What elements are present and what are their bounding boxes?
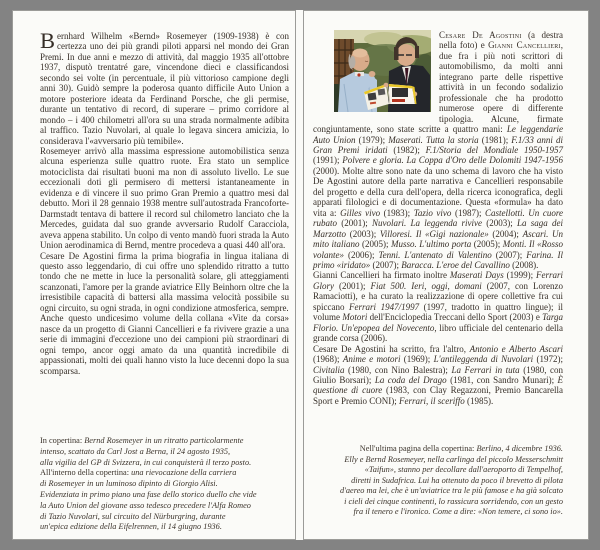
text-segment: B (40, 28, 56, 53)
flap-paragraph-authors (313, 30, 563, 270)
text-segment: Polvere e gloria. La Coppa d'Oro delle Dolomiti 1947-1956 (342, 155, 563, 166)
text-segment: alla vigilia del GP di Svizzera, in cui conquisterà il terzo posto. (40, 457, 252, 467)
flap-paragraph-bio-2 (40, 146, 289, 251)
text-segment: Castellotti. Un cuore rubato (313, 207, 563, 229)
text-segment: Gilles vivo (340, 207, 381, 218)
text-segment: Maserati. Tutta la storia (388, 134, 479, 145)
text-segment: di Tazio Nuvolari, sul circuito del Nürburgring, durante (40, 511, 226, 521)
text-segment: (2007); (370, 259, 402, 270)
text-segment: (1981); (478, 134, 512, 145)
text-segment: dell'Enciclopedia Treccani dello Sport (2003) e (367, 312, 543, 323)
text-segment: Civitalia (313, 364, 345, 375)
caption-line (313, 476, 563, 487)
text-segment: Tazio vivo (413, 207, 452, 218)
text-segment: (1982); (387, 144, 426, 155)
caption-line (40, 468, 289, 479)
text-segment: Anche questo undicesimo volume della collana «Vite da corsa» nasce da un progetto di Gianni Cancellieri e fa rivivere grazie a una serie di immagini d'eccezione uno dei campioni più straordinari di ogni tempo, ancor oggi amato da una quantità incredibile di appassionati, molti dei quali hanno visto la luce decenni dopo la sua scomparsa. (40, 313, 289, 376)
text-segment: intenso, scattato da Carl Jost a Berna, il 24 agosto 1935, (40, 446, 231, 456)
text-segment: (2007, con Lorenzo Ramaciotti), e ha curato la realizzazione di opere collettive fra cui spiccano (313, 280, 563, 312)
text-segment: (1985). (464, 395, 494, 406)
text-segment: Cesare De Agostini ha scritto, fra l'altro, (313, 343, 470, 354)
text-segment: L'antileggenda di Nuvolari (433, 354, 534, 365)
text-segment: Bernd Rosemeyer in un ritratto particolarmente (84, 436, 244, 445)
text-segment: (2008). (509, 259, 539, 270)
text-segment: Ferrari Glory (313, 270, 563, 291)
text-segment: È questione di cuore (313, 374, 564, 396)
text-segment: (2000). Molte altre sono nate da uno schema di lavoro che ha visto De Agostini autore della parte narrativa e Cancellieri responsabile del progetto e della cura dell'opera, della ricerca iconografica, degli apparati filologici e di documentazione. Questa «formula» ha dato vita a: (313, 165, 563, 218)
text-segment: Anime e motori (342, 354, 401, 365)
text-segment: Villoresi. Il «Gigi nazionale» (379, 228, 489, 239)
text-segment: (1972); (533, 354, 564, 365)
text-segment: Motori (342, 312, 368, 323)
text-segment: Ascari. Un mito italiano (313, 228, 564, 250)
text-segment: (2003); (346, 228, 380, 239)
text-segment: (1981, con Sandro Munari); (446, 374, 558, 385)
right-flap-text (313, 30, 563, 406)
text-segment: (2001); (334, 280, 371, 291)
text-segment: Monti. Il «Rosso volante» (313, 239, 564, 260)
text-segment: di Rosemeyer in un luminoso dipinto di Giorgio Alisi. (40, 479, 218, 489)
text-segment: Elly e Bernd Rosemeyer, nella carlinga del piccolo Messerschmitt (344, 454, 563, 464)
text-segment: (1987); (451, 207, 485, 218)
caption-line (313, 455, 563, 466)
text-segment: ernhard Wilhelm «Bernd» Rosemeyer (1909-1938) è con certezza uno dei più grandi piloti apparsi nel mondo dei Gran Premi. In due anni e mezzo di attività, dal maggio 1935 all'ottobre 1937, disputò trentatré gare, vincendone dieci e classificandosi secondo sei volte (in percentuale, il più vittorioso campione degli anni 30). Guidò sempre la poderosa quanto difficile Auto Union a motore posteriore ideata da Ferdinand Porsche, che gli permise, durante un tentativo di record, di superare – primo corridore al mondo – i 400 chilometri all'ora su una strada normalmente adibita al traffico. Tazio Nuvolari, al quale lo legava sincera amicizia, lo considerava l'«avversario più temibile». (40, 31, 289, 146)
flap-paragraph-bio-1 (40, 28, 289, 146)
caption-line (313, 507, 563, 518)
text-segment: Ferrari 1947/1997 (349, 301, 420, 312)
text-segment: Targa Florio. Un'epopea del Novecento (313, 312, 564, 333)
text-segment: , due fra i più noti scrittori di automobilismo, da molti anni integrano parte delle rispettive attività in un fecondo sodalizio professionale che ha prodotto numerose opere di differente tipologia. Alcune, firmate congiuntamente, sono state scritte a quattro mani: (313, 40, 563, 135)
text-segment: (1969); (400, 354, 434, 365)
text-segment: (1997, tradotto in quattro lingue); il volume (313, 301, 563, 323)
text-segment: All'interno della copertina: (40, 468, 132, 478)
text-segment: d'aereo ma lei, che è un'aviatrice tra le più famose e ha già solcato (339, 486, 563, 495)
text-segment: (1980, con Giulio Borsari); (313, 364, 563, 385)
text-segment: Le leggendarie Auto Union (313, 124, 563, 145)
caption-line (40, 490, 289, 501)
text-segment: (1999); (503, 270, 536, 281)
text-segment: Berlino, 4 dicembre 1936. (476, 444, 563, 453)
text-segment: fra il tenero e l'ironico. Come a dire: «Non temere, ci sono io». (353, 507, 563, 516)
caption-line (313, 486, 563, 497)
back-cover-caption (313, 444, 563, 518)
text-segment: F.1/Storia del Mondiale 1950-1957 (425, 144, 563, 155)
text-segment: (1979); (355, 134, 389, 145)
caption-line (40, 458, 289, 469)
text-segment: (1983); (380, 207, 414, 218)
caption-line (40, 447, 289, 458)
text-segment: «Taifun», stanno per decollare dall'aeroporto di Tempelhof, (364, 465, 563, 474)
text-segment: Nell'ultima pagina della copertina: (359, 444, 477, 453)
text-segment: (1983, con Clay Regazzoni, Premio Bancarella Sport e Premio CONI); (313, 385, 563, 406)
text-segment: La coda del Drago (374, 374, 447, 385)
right-flap-page (303, 10, 589, 540)
text-segment: i cieli dei cinque continenti, lo rassicura sorridendo, con un gesto (344, 496, 563, 506)
caption-line (313, 444, 563, 455)
left-flap-text (40, 28, 289, 376)
text-segment: (a destra nella foto) e (439, 30, 563, 51)
text-segment: (2005); (471, 239, 503, 250)
flap-paragraph-bio-4 (40, 313, 289, 376)
authors-photo (334, 30, 431, 112)
left-flap-page (12, 10, 296, 540)
text-segment: Gianni Cancellieri ha firmato inoltre (313, 270, 450, 281)
text-segment: un'epica edizione della Eifelrennen, il 14 giugno 1936. (40, 522, 222, 532)
text-segment: F.1/33 anni di Gran Premi iridati (313, 134, 563, 155)
caption-line (313, 465, 563, 476)
text-segment: (1980, con Nino Balestra); (344, 364, 452, 375)
text-segment: (2005); (359, 239, 392, 250)
text-segment: Baracca. L'eroe del Cavallino (401, 259, 510, 270)
front-cover-caption (40, 436, 289, 533)
caption-line (40, 479, 289, 490)
text-segment: Rosemeyer arrivò alla massima espressione automobilistica senza alcuna esperienza sulle quattro ruote. Era stato un semplice motociclista dai risultati buoni ma non di assoluto livello. Le sue eccezionali doti gli permisero di mettersi istantaneamente in evidenza e di vincere il suo primo Gran Premio a quattro mesi dal debutto. Morì il 28 gennaio 1938 mentre sull'autostrada Francoforte-Darmstadt tentava di battere il record sul chilometro lanciato che la Mercedes, guidata dal suo grande avversario Rudolf Caracciola, aveva appena stabilito. Un colpo di vento mandò fuori strada la Auto Union aerodinamica di Bernd, mentre procedeva a quasi 440 all'ora. (40, 145, 289, 251)
text-segment: Ferrari, il sceriffo (399, 395, 465, 406)
text-segment: Maserati Days (449, 270, 504, 281)
flap-paragraph-cancellieri (313, 270, 563, 343)
text-segment: (2006); (344, 249, 379, 260)
text-segment: Musso. L'ultimo porta (391, 239, 472, 250)
text-segment: la Auto Union del giovane asso tedesco precedere l'Alfa Romeo (40, 500, 251, 510)
caption-line (40, 522, 289, 533)
text-segment: Farina. Il primo «iridato» (313, 249, 563, 270)
text-segment: , libro ufficiale del centenario della grande corsa (2006). (313, 322, 563, 344)
text-segment: Cesare De Agostini (439, 30, 522, 40)
text-segment: (2004); (488, 228, 523, 239)
text-segment: La Ferrari in tuta (451, 364, 520, 375)
caption-line (313, 497, 563, 508)
flap-paragraph-deagostini (313, 344, 563, 407)
text-segment: Gianni Cancellieri (488, 40, 561, 51)
text-segment: Cesare De Agostini firma la prima biografia in lingua italiana di questo asso leggendario, di cui offre uno splendido ritratto a tutto tondo che ne mette in luce la personalità solare, gli atteggiamenti scanzonati, l'amore per la grande aviatrice Elly Beinhorn oltre che la irresistibile capacità di battersi alla massima velocità possibile su ogni circuito, su ogni strada, in ogni condizione atmosferica, sempre. (40, 250, 289, 313)
text-segment: Antonio e Alberto Ascari (469, 343, 563, 354)
text-segment: In copertina: (40, 436, 85, 445)
text-segment: Nuvolari. La leggenda rivive (372, 218, 482, 229)
text-segment: (2001); (337, 218, 373, 229)
flap-paragraph-bio-3 (40, 251, 289, 314)
text-segment: diretti in Sudafrica. Lui ha ottenuto da poco il brevetto di pilota (351, 475, 563, 485)
text-segment: (2003); (482, 218, 517, 229)
text-segment: Fiat 500. Ieri, oggi, domani (370, 280, 482, 291)
text-segment: Tenni. L'antenato di Valentino (378, 249, 492, 260)
caption-line (40, 436, 289, 447)
caption-line (40, 512, 289, 523)
text-segment: (1991); (313, 155, 343, 166)
text-segment: (1968); (313, 354, 343, 365)
caption-line (40, 501, 289, 512)
text-segment: (2007); (491, 249, 527, 260)
text-segment: Evidenziata in primo piano una fase dello storico duello che vide (40, 489, 257, 499)
text-segment: La saga dei Marzotto (313, 218, 563, 239)
text-segment: una rievocazione della carriera (131, 468, 237, 478)
